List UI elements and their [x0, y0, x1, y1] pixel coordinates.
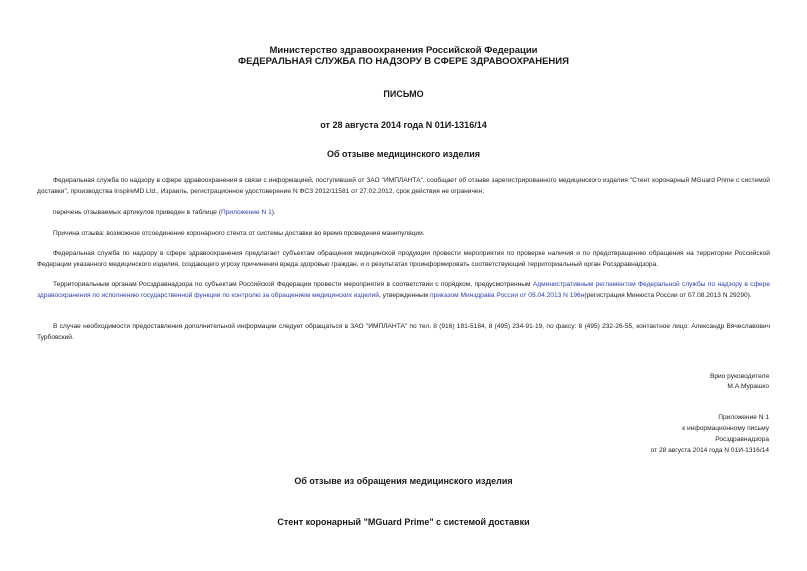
- paragraph-2-end: ).: [271, 209, 276, 216]
- ministry-name: Министерство здравоохранения Российской Федерации: [269, 45, 538, 56]
- appendix-subtitle: Стент коронарный "MGuard Prime" с системой доставки: [277, 517, 530, 527]
- paragraph-5-end: (регистрация Минюста России от 07.08.2013 N 29290).: [584, 291, 752, 299]
- paragraph-5-mid: , утвержденным: [378, 291, 430, 299]
- document-type: ПИСЬМО: [383, 89, 424, 99]
- appendix-link[interactable]: Приложение N 1: [220, 209, 272, 216]
- service-name: ФЕДЕРАЛЬНАЯ СЛУЖБА ПО НАДЗОРУ В СФЕРЕ ЗДРАВООХРАНЕНИЯ: [238, 56, 569, 67]
- paragraph-6: В случае необходимости предоставления дополнительной информации следует обращаться в ЗАО "ИМПЛАНТА" по тел. 8 (916) 181-5184, 8 (495) 234-91-19, по факсу: 8 (495) 232-26-55, контактное лицо: Александр Вячеславович Турбовский.: [37, 323, 770, 341]
- signature-name: М.А.Мурашко: [727, 383, 769, 390]
- paragraph-4: Федеральная служба по надзору в сфере здравоохранения предлагает субъектам обращения медицинской продукции провести мероприятия по проверке наличия и по предотвращению обращения на территории Российской Федерации указанного медицинского изделия, создающего угрозу причинения вреда здоровью граждан, и о результатах проинформировать соответствующий территориальный орган Росздравнадзора.: [37, 250, 770, 268]
- appendix-org: Росздравнадзора: [715, 436, 769, 443]
- regulation-link[interactable]: Административным регламентом Федеральной службы по надзору в сфере здравоохранения по исполнению государственной функции по контролю за обращением медицинских изделий: [37, 281, 770, 299]
- appendix-number: Приложение N 1: [718, 414, 769, 421]
- appendix-title: Об отзыве из обращения медицинского изделия: [294, 476, 513, 486]
- signature-position: Врио руководителя: [709, 373, 769, 380]
- paragraph-1: Федеральная служба по надзору в сфере здравоохранения в связи с информацией, поступившей от ЗАО "ИМПЛАНТА", сообщает об отзыве зарегистрированного медицинского изделия "Стент коронарный MGuard Prime с системой доставки", производства InspireMD Ltd., Израиль, регистрационное удостоверение N ФСЗ 2012/11581 от 27.02.2012, срок действия не ограничен;: [37, 177, 770, 195]
- order-link[interactable]: приказом Минздрава России от 05.04.2013 N 196н: [430, 291, 585, 299]
- appendix-ref: к информационному письму: [682, 425, 769, 432]
- paragraph-2: [53, 208, 770, 219]
- paragraph-2-text: перечень отзываемых артикулов приведен в таблице (: [53, 209, 221, 216]
- paragraph-5-text: Территориальным органам Росздравнадзора по субъектам Российской Федерации провести мероприятия в соответствии с порядком, предусмотренным: [53, 281, 533, 288]
- appendix-date: от 28 августа 2014 года N 01И-1316/14: [650, 447, 769, 454]
- document-subject: Об отзыве медицинского изделия: [327, 149, 480, 159]
- paragraph-5: [37, 280, 770, 301]
- paragraph-3: Причина отзыва: возможное отсоединение коронарного стента от системы доставки во время проведения манипуляции.: [53, 230, 425, 237]
- document-date: от 28 августа 2014 года N 01И-1316/14: [320, 120, 487, 130]
